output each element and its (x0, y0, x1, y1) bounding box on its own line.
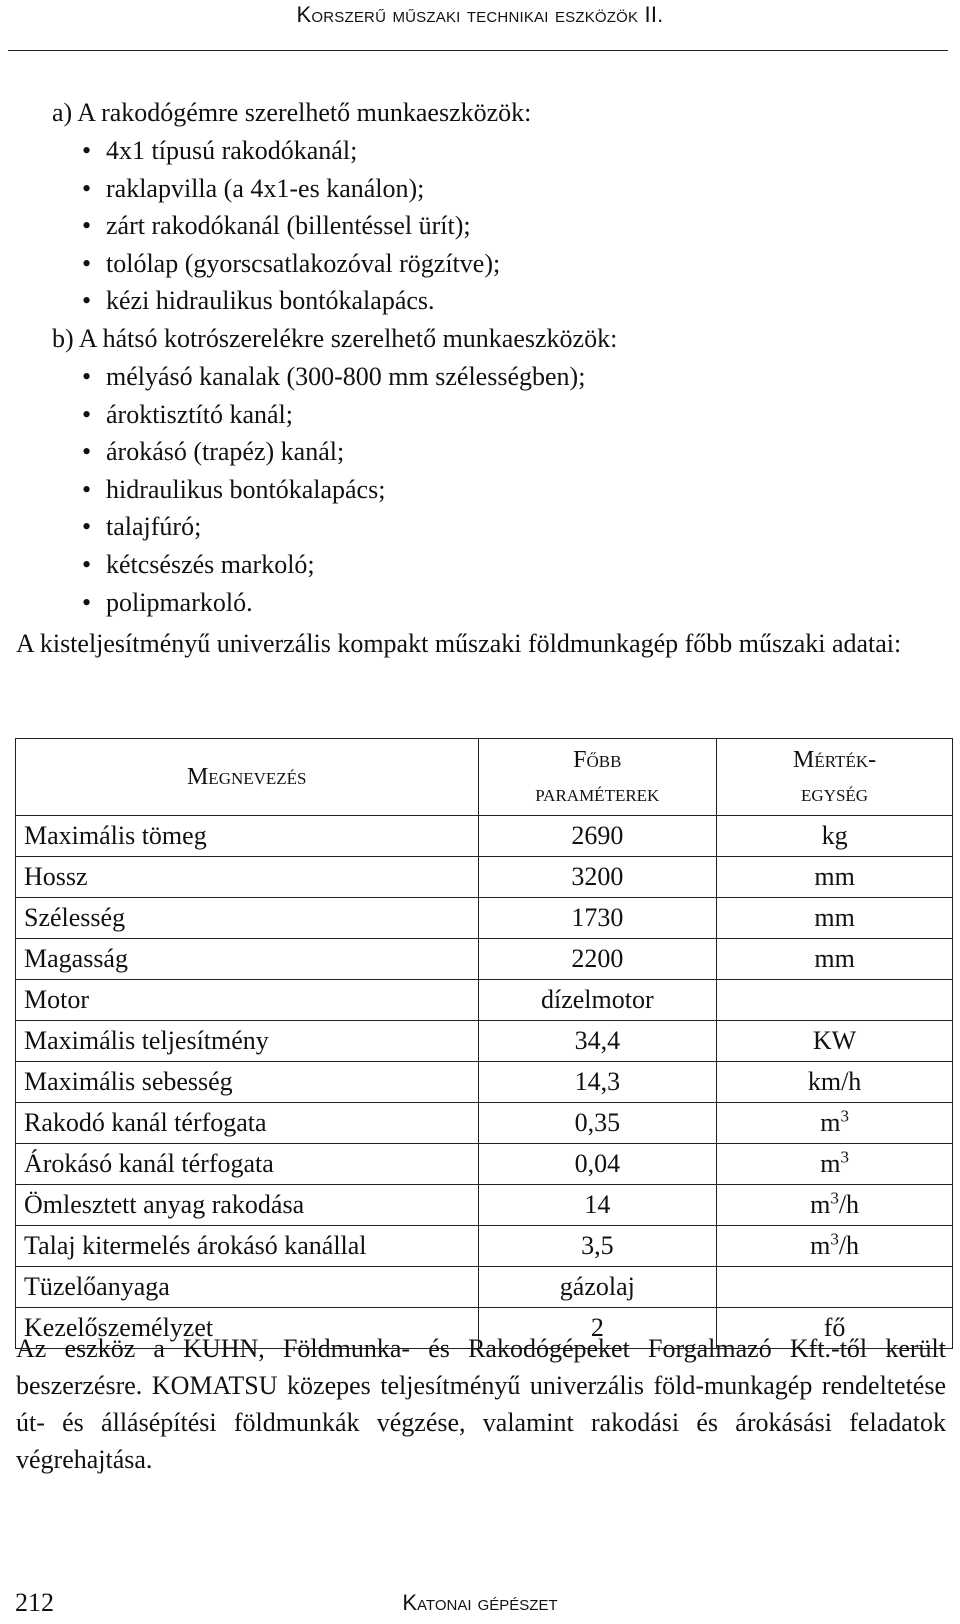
row-name: Maximális teljesítmény (16, 1021, 479, 1062)
row-value: 14,3 (478, 1062, 717, 1103)
row-unit (717, 939, 953, 980)
bullet-icon: • (82, 399, 92, 429)
section-a-list-item (82, 249, 500, 279)
row-name: Árokásó kanál térfogata (16, 1144, 479, 1185)
table-row (16, 1021, 953, 1062)
row-name: Kezelőszemélyzet (16, 1308, 479, 1349)
table-row (16, 1144, 953, 1185)
row-value: 14 (478, 1185, 717, 1226)
row-unit-superscript: 3 (840, 1147, 849, 1167)
row-unit (717, 1267, 953, 1308)
row-value: 3200 (478, 857, 717, 898)
row-unit-text: m (810, 1190, 831, 1219)
section-b-list-item-text: mélyásó kanalak (300-800 mm szélességben); (106, 362, 586, 391)
table-row (16, 1103, 953, 1144)
section-b-list-item (82, 588, 253, 618)
row-value: 0,04 (478, 1144, 717, 1185)
header-unit (717, 739, 953, 816)
row-unit-text: KW (812, 1026, 857, 1055)
row-value: 3,5 (478, 1226, 717, 1267)
row-unit-superscript: 3 (840, 1106, 849, 1126)
row-unit (717, 1144, 953, 1185)
row-name: Szélesség (16, 898, 479, 939)
section-b-list-item-text: talajfúró; (106, 512, 202, 542)
table-row (16, 1062, 953, 1103)
section-b-list-item-text: árokásó (trapéz) kanál; (106, 437, 345, 467)
header-unit-line1: Mérték- (793, 747, 877, 773)
row-unit (717, 1103, 953, 1144)
row-unit (717, 816, 953, 857)
table-row (16, 939, 953, 980)
row-name: Hossz (16, 857, 479, 898)
table-row (16, 857, 953, 898)
row-name: Talaj kitermelés árokásó kanállal (16, 1226, 479, 1267)
row-unit (717, 1185, 953, 1226)
row-unit (717, 1021, 953, 1062)
intro-paragraph: A kisteljesítményű univerzális kompakt műszaki földmunkagép főbb műszaki adatai: (16, 629, 902, 658)
section-b-list-item-text: ároktisztító kanál; (106, 399, 294, 429)
running-footer-title: Katonai gépészet (402, 1590, 558, 1615)
row-value: 34,4 (478, 1021, 717, 1062)
section-a-list-item-text: tolólap (gyorscsatlakozóval rögzítve); (106, 248, 501, 278)
section-a-list-item-text: kézi hidraulikus bontókalapács. (106, 286, 435, 316)
specs-table (15, 738, 953, 1349)
section-b-list-item (82, 400, 293, 430)
section-a-list-item (82, 174, 424, 204)
header-params (478, 739, 717, 816)
row-name: Tüzelőanyaga (16, 1267, 479, 1308)
table-row (16, 1185, 953, 1226)
row-unit (717, 980, 953, 1021)
header-params-line2: paraméterek (535, 781, 660, 807)
row-unit-text: mm (814, 944, 855, 973)
row-unit-text: mm (814, 862, 855, 891)
bullet-icon: • (82, 474, 92, 504)
section-b-list-item (82, 512, 201, 542)
header-divider (8, 50, 948, 51)
row-value: 2 (478, 1308, 717, 1349)
row-name: Magasság (16, 939, 479, 980)
bullet-icon: • (82, 512, 92, 542)
header-name: Megnevezés (16, 739, 479, 816)
section-b-list-item (82, 550, 315, 580)
header-params-line1: Főbb (573, 747, 622, 773)
bullet-icon: • (82, 362, 92, 391)
section-a-list-item-text: zárt rakodókanál (billentéssel ürít); (106, 211, 471, 241)
section-b-list-item-text: kétcsészés markoló; (106, 550, 315, 579)
row-unit-text: fő (823, 1313, 846, 1342)
bullet-icon: • (82, 136, 92, 165)
specs-table-body (16, 816, 953, 1349)
row-unit-text: mm (814, 903, 855, 932)
table-row (16, 1226, 953, 1267)
row-unit-text: m (820, 1149, 841, 1178)
section-a-heading: a) A rakodógémre szerelhető munkaeszközök: (52, 98, 532, 127)
running-header-title: Korszerű műszaki technikai eszközök II. (296, 2, 664, 27)
specs-table-header-row (16, 739, 953, 816)
closing-paragraph: Az eszköz a KUHN, Földmunka- és Rakodógépeket Forgalmazó Kft.-től került beszerzésre. KOMATSU közepes teljesítményű univerzális föld-munkagép rendeltetése út- és állásépítési földmunkák végzése, valamint rakodási és árokásási feladatok végrehajtása. (16, 1334, 946, 1474)
bullet-icon: • (82, 248, 92, 278)
row-unit (717, 857, 953, 898)
page-number: 212 (15, 1588, 54, 1617)
row-value: 1730 (478, 898, 717, 939)
row-value: 0,35 (478, 1103, 717, 1144)
row-unit-text: kg (821, 821, 848, 850)
table-row (16, 816, 953, 857)
row-unit (717, 1062, 953, 1103)
row-name: Ömlesztett anyag rakodása (16, 1185, 479, 1226)
row-unit-text: m (810, 1231, 831, 1260)
row-value: 2690 (478, 816, 717, 857)
header-unit-line2: egység (801, 781, 869, 807)
row-name: Rakodó kanál térfogata (16, 1103, 479, 1144)
row-unit-text: m (820, 1108, 841, 1137)
bullet-icon: • (82, 437, 92, 467)
row-unit (717, 898, 953, 939)
section-a-list-item (82, 211, 471, 241)
bullet-icon: • (82, 211, 92, 241)
row-value: gázolaj (478, 1267, 717, 1308)
bullet-icon: • (82, 286, 92, 316)
row-unit-superscript: 3 (830, 1229, 839, 1249)
row-value: dízelmotor (478, 980, 717, 1021)
section-b-list-item-text: hidraulikus bontókalapács; (106, 474, 386, 504)
table-row (16, 1267, 953, 1308)
section-a-list-item (82, 136, 357, 166)
section-a-list-item (82, 286, 435, 316)
bullet-icon: • (82, 173, 92, 203)
row-unit-suffix: /h (838, 1231, 860, 1260)
row-name: Maximális sebesség (16, 1062, 479, 1103)
row-unit-suffix: /h (838, 1190, 860, 1219)
section-b-list-item-text: polipmarkoló. (106, 587, 253, 617)
section-b-list-item (82, 362, 585, 392)
table-row (16, 898, 953, 939)
bullet-icon: • (82, 587, 92, 617)
bullet-icon: • (82, 550, 92, 579)
table-row (16, 980, 953, 1021)
row-name: Motor (16, 980, 479, 1021)
row-unit (717, 1226, 953, 1267)
row-unit-text: km/h (807, 1067, 862, 1096)
section-b-list-item (82, 437, 344, 467)
section-b-list-item (82, 475, 385, 505)
section-a-list-item-text: 4x1 típusú rakodókanál; (106, 136, 358, 165)
row-unit-superscript: 3 (830, 1188, 839, 1208)
row-name: Maximális tömeg (16, 816, 479, 857)
row-value: 2200 (478, 939, 717, 980)
section-a-list-item-text: raklapvilla (a 4x1-es kanálon); (106, 173, 425, 203)
section-b-heading: b) A hátsó kotrószerelékre szerelhető munkaeszközök: (52, 324, 618, 353)
